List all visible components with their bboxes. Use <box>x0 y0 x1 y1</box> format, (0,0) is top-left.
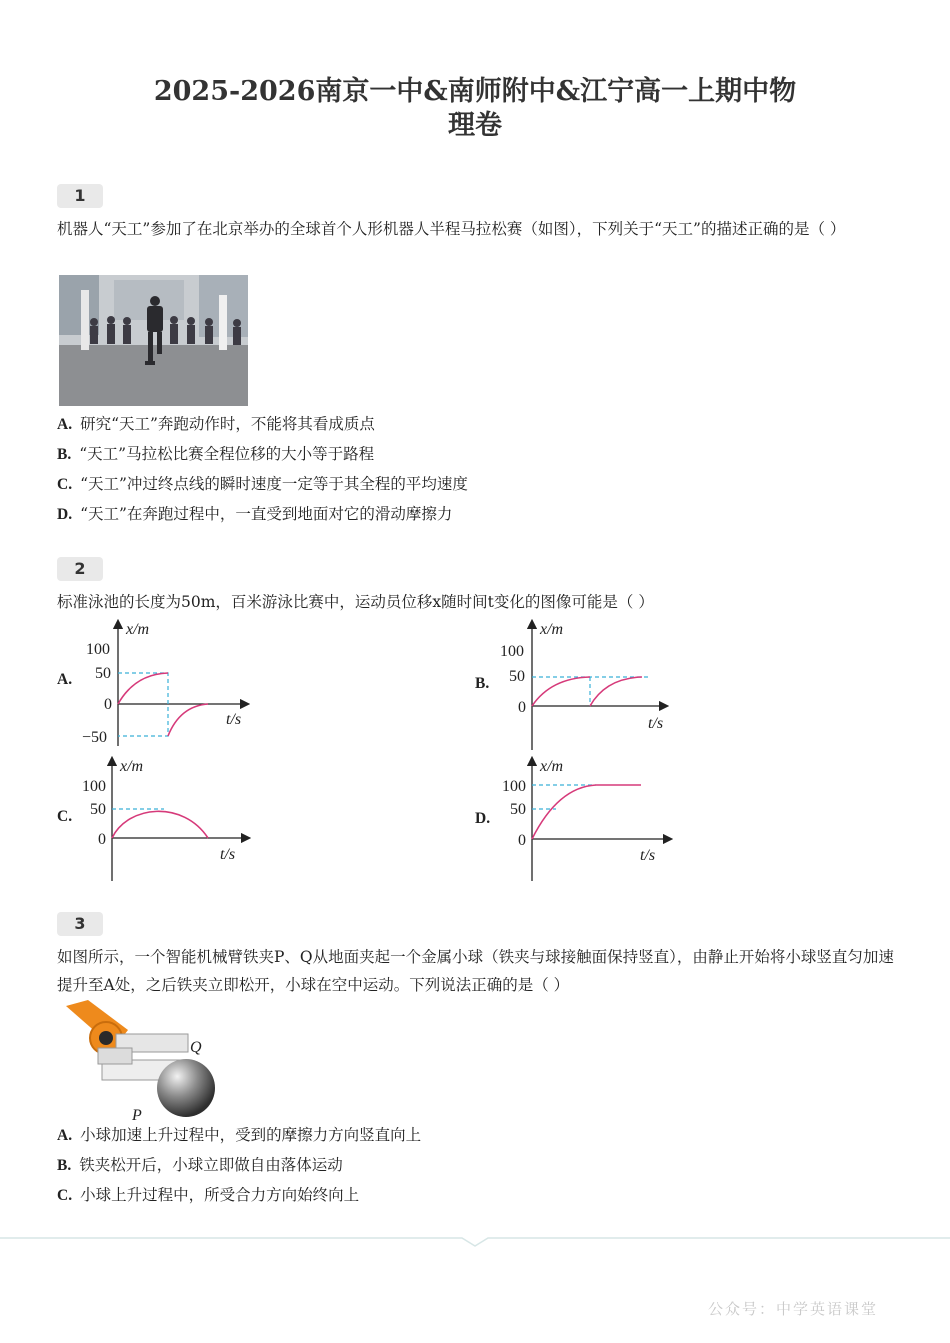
q2-c-curve <box>112 811 208 838</box>
question-number-1: 1 <box>57 184 103 208</box>
question-number-2: 2 <box>57 557 103 581</box>
q2-d-curve <box>532 785 641 839</box>
label-q: Q <box>190 1039 202 1056</box>
title-line-2: 理卷 <box>448 110 502 141</box>
q3-option-a-letter: A. <box>57 1127 73 1144</box>
q2-c-tick-100: 100 <box>82 778 106 795</box>
question-1-stem: 机器人“天工”参加了在北京举办的全球首个人形机器人半程马拉松赛（如图），下列关于“天工”的描述正确的是（ ） <box>57 220 846 238</box>
q2-graph-a-letter: A. <box>57 671 73 688</box>
q2-graph-b <box>496 618 676 752</box>
q2-b-xlabel: t/s <box>648 715 664 732</box>
q2-a-curve-1 <box>118 673 168 704</box>
q3-option-b <box>57 1154 343 1177</box>
q1-option-a <box>57 413 375 436</box>
q3-option-b-text: 铁夹松开后，小球立即做自由落体运动 <box>79 1156 343 1174</box>
q3-option-c-letter: C. <box>57 1187 73 1204</box>
q1-option-b <box>57 443 374 466</box>
q2-b-tick-50: 50 <box>509 668 525 685</box>
q1-option-d <box>57 503 452 526</box>
q2-a-tick-50: 50 <box>95 665 111 682</box>
q3-option-a <box>57 1124 421 1147</box>
q2-d-xlabel: t/s <box>640 847 656 864</box>
q2-b-ylabel: x/m <box>540 621 564 638</box>
q2-b-curve-1 <box>532 677 590 706</box>
q2-b-dash-50 <box>532 677 648 706</box>
q2-a-tick-neg50: −50 <box>82 729 108 746</box>
q1-option-b-text: “天工”马拉松比赛全程位移的大小等于路程 <box>79 445 375 463</box>
q2-b-tick-0: 0 <box>518 699 526 716</box>
photo-banner-left <box>81 290 89 350</box>
question-number-3: 3 <box>57 912 103 936</box>
q2-d-tick-50: 50 <box>510 801 526 818</box>
q2-a-tick-100: 100 <box>86 641 110 658</box>
q2-d-ylabel: x/m <box>540 758 564 775</box>
q1-option-c <box>57 473 468 496</box>
q2-a-tick-0: 0 <box>104 696 112 713</box>
q2-d-tick-0: 0 <box>518 832 526 849</box>
q2-a-curve-2 <box>168 704 208 736</box>
robot-arm-clamp-figure <box>58 1000 228 1124</box>
q2-graph-c-letter: C. <box>57 808 73 825</box>
photo-banner-right <box>219 295 227 350</box>
q2-a-xlabel: t/s <box>226 711 242 728</box>
q2-c-tick-0: 0 <box>98 831 106 848</box>
title-line-1: 2025-2026南京一中&南师附中&江宁高一上期中物 <box>153 76 797 107</box>
q2-c-xlabel: t/s <box>220 846 236 863</box>
q1-option-d-letter: D. <box>57 506 73 523</box>
q2-graph-a <box>80 618 260 748</box>
marathon-robot-photo <box>59 275 248 406</box>
q1-option-a-text: 研究“天工”奔跑动作时，不能将其看成质点 <box>80 415 375 433</box>
q1-option-b-letter: B. <box>57 446 72 463</box>
q2-graph-d-letter: D. <box>475 810 491 827</box>
q3-option-c-text: 小球上升过程中，所受合力方向始终向上 <box>80 1186 360 1204</box>
clamp-connector <box>98 1048 132 1064</box>
q3-option-b-letter: B. <box>57 1157 72 1174</box>
q2-a-ylabel: x/m <box>126 621 150 638</box>
page-divider <box>0 1236 950 1250</box>
q2-d-tick-100: 100 <box>502 778 526 795</box>
q1-option-c-text: “天工”冲过终点线的瞬时速度一定等于其全程的平均速度 <box>80 475 468 493</box>
q2-graph-b-letter: B. <box>475 675 490 692</box>
q2-graph-d <box>496 755 676 883</box>
q2-c-tick-50: 50 <box>90 801 106 818</box>
q1-option-d-text: “天工”在奔跑过程中，一直受到地面对它的滑动摩擦力 <box>80 505 453 523</box>
q2-b-curve-2 <box>590 677 642 706</box>
q3-option-c <box>57 1184 359 1207</box>
metal-ball <box>157 1059 215 1117</box>
document-title <box>0 75 950 143</box>
q2-c-ylabel: x/m <box>120 758 144 775</box>
photo-road <box>59 345 248 406</box>
footer-watermark: 公众号：中学英语课堂 <box>708 1300 879 1318</box>
question-2-stem: 标准泳池的长度为50m，百米游泳比赛中，运动员位移x随时间t变化的图像可能是（ ） <box>57 593 654 611</box>
arm-joint-inner <box>99 1031 113 1045</box>
q2-b-tick-100: 100 <box>500 643 524 660</box>
q3-option-a-text: 小球加速上升过程中，受到的摩擦力方向竖直向上 <box>80 1126 422 1144</box>
question-3-stem: 如图所示，一个智能机械臂铁夹P、Q从地面夹起一个金属小球（铁夹与球接触面保持竖直），由静止开始将小球竖直匀加速提升至A处，之后铁夹立即松开，小球在空中运动。下列说法正确的是（ ） <box>57 948 894 994</box>
q1-option-c-letter: C. <box>57 476 73 493</box>
label-p: P <box>132 1107 142 1124</box>
q1-option-a-letter: A. <box>57 416 73 433</box>
q2-graph-c <box>78 755 258 883</box>
